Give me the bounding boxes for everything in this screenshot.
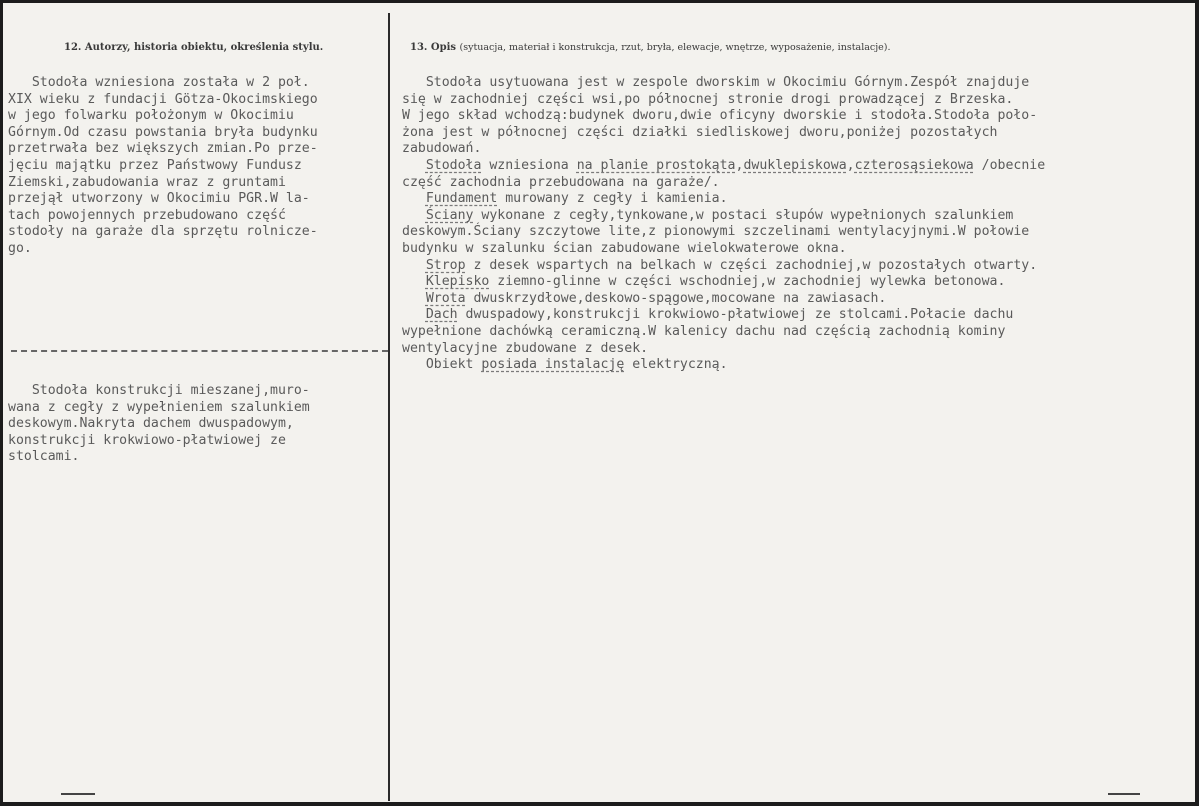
detail-roof: Dach dwuspadowy,konstrukcji krokwiowo-płatwiowej ze stolcami.Połacie dachu wypełnione dachówką ceramiczną.W kalenicy dachu nad częścią zachodnią kominy wentylacyjne zbudowane z desek. xyxy=(402,307,1014,356)
document-card xyxy=(3,3,1195,802)
header-description xyxy=(410,42,891,53)
detail-foundation: Fundament murowany z cegły i kamienia. xyxy=(425,191,728,207)
detail-threshing-floor: Klepisko ziemno-glinne w części wschodniej,w zachodniej wylewka betonowa. xyxy=(425,274,1006,290)
header-description-subtitle: (sytuacja, materiał i konstrukcja, rzut, bryła, elewacje, wnętrze, wyposażenie, instalacje). xyxy=(459,42,891,53)
column-divider xyxy=(388,13,390,801)
paragraph-situation: Stodoła usytuowana jest w zespole dworskim w Okocimiu Górnym.Zespół znajduje się w zachodniej części wsi,po północnej stronie drogi prowadzącej z Brzeska. W jego skład wchodzą:budynek dworu,dwie oficyny dworskie i stodoła.Stodoła poło- żona jest w północnej części działki siedliskowej dworu,poniżej pozostałych zabudowań. xyxy=(402,75,1038,157)
section-divider-dashed xyxy=(11,350,388,352)
detail-ceiling: Strop z desek wspartych na belkach w części zachodniej,w pozostałych otwarty. xyxy=(425,257,1038,273)
bottom-tick-mark xyxy=(61,793,95,795)
detail-gates: Wrota dwuskrzydłowe,deskowo-spągowe,mocowane na zawiasach. xyxy=(425,290,887,306)
header-authors-history: 12. Autorzy, historia obiektu, określenia stylu. xyxy=(64,42,324,53)
paragraph-form: Stodoła wzniesiona na planie prostokąta,dwuklepiskowa,czterosąsiekowa /obecnie część zachodnia przebudowana na garaże/. xyxy=(402,157,1046,190)
bottom-tick-mark xyxy=(1108,793,1140,795)
style-text: Stodoła konstrukcji mieszanej,muro- wana z cegły z wypełnieniem szalunkiem deskowym.Nakryta dachem dwuspadowym, konstrukcji krokwiowo-płatwiowej ze stolcami. xyxy=(8,383,310,465)
detail-walls: Ściany wykonane z cegły,tynkowane,w postaci słupów wypełnionych szalunkiem deskowym.Ściany szczytowe lite,z pionowymi szczelinami wentylacyjnymi.W połowie budynku w szalunku ścian zabudowane wielokwaterowe okna. xyxy=(402,207,1030,256)
description-text xyxy=(402,75,1045,374)
detail-installation: Obiekt posiada instalację elektryczną. xyxy=(402,357,728,373)
header-description-number: 13. Opis xyxy=(410,42,457,53)
history-text: Stodoła wzniesiona została w 2 poł. XIX wieku z fundacji Götza-Okocimskiego w jego folwarku położonym w Okocimiu Górnym.Od czasu powstania bryła budynku przetrwała bez większych zmian.Po prze- jęciu majątku przez Państwowy Fundusz Ziemski,zabudowania wraz z gruntami przejął utworzony w Okocimiu PGR.W la- tach powojennych przebudowano część stodoły na garaże dla sprzętu rolnicze- go. xyxy=(8,75,318,256)
